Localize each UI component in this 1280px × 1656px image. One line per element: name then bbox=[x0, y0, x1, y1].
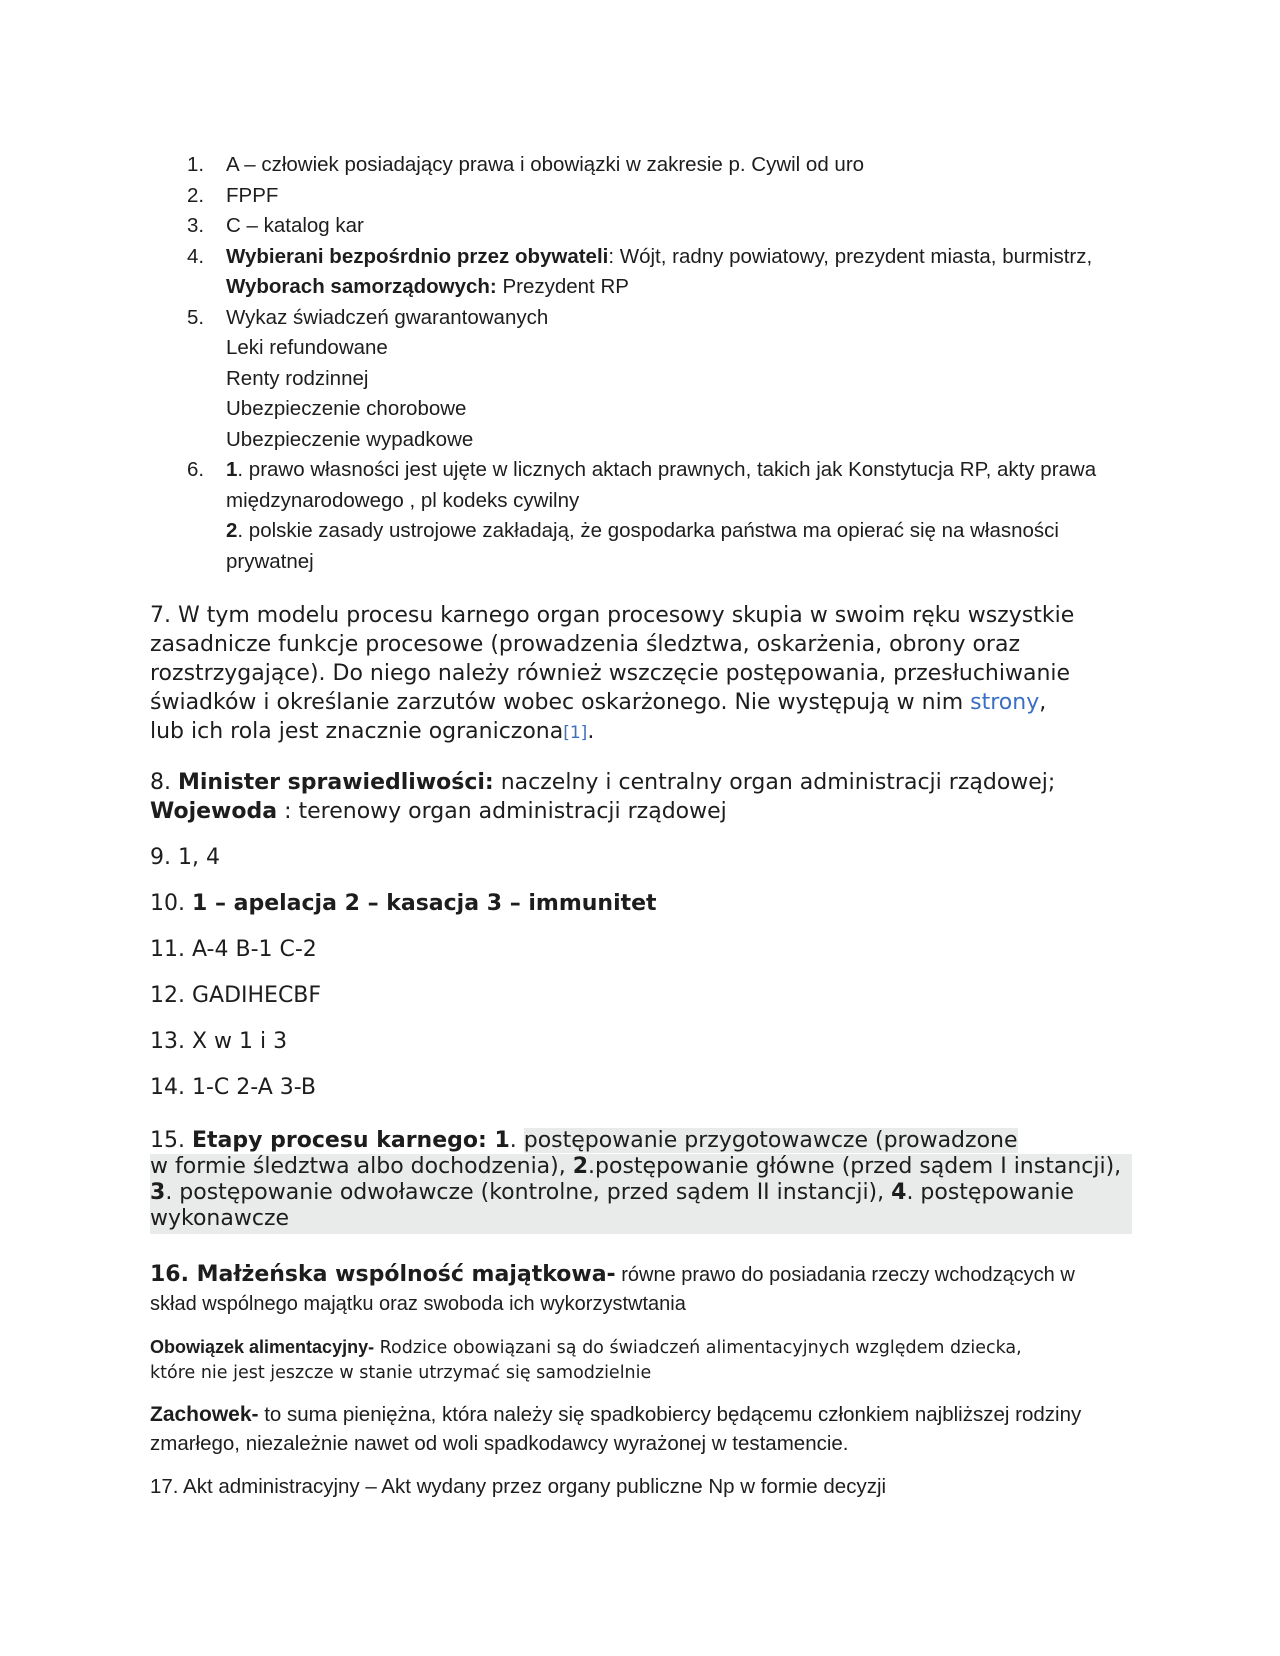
list-line: 1. prawo własności jest ujęte w licznych aktach prawnych, takich jak Konstytucja RP, akty prawa bbox=[226, 458, 1097, 481]
document-body bbox=[150, 150, 1130, 1501]
list-number: 3. bbox=[187, 214, 205, 237]
list-item bbox=[150, 211, 1130, 242]
strony-link[interactable]: strony bbox=[970, 690, 1040, 715]
answer-9: 9. 1, 4 bbox=[150, 845, 220, 870]
answer-11: 11. A-4 B-1 C-2 bbox=[150, 937, 317, 962]
list-line: Wykaz świadczeń gwarantowanych bbox=[226, 305, 549, 329]
footnote-ref-link[interactable]: [1] bbox=[563, 723, 588, 743]
list-line: Ubezpieczenie chorobowe bbox=[226, 397, 467, 420]
list-line: Wyborach samorządowych: Prezydent RP bbox=[226, 275, 629, 298]
list-line: A – człowiek posiadający prawa i obowiązki w zakresie p. Cywil od uro bbox=[226, 153, 865, 176]
list-number: 5. bbox=[187, 305, 205, 329]
list-line: prywatnej bbox=[226, 549, 314, 573]
answer-17: 17. Akt administracyjny – Akt wydany przez organy publiczne Np w formie decyzji bbox=[150, 1475, 887, 1498]
list-line: FPPF bbox=[226, 183, 279, 207]
answer-7-paragraph: 7. W tym modelu procesu karnego organ procesowy skupia w swoim ręku wszystkie zasadnicze funkcje procesowe (prowadzenia śledztwa, oskarżenia, obrony oraz rozstrzygające). Do niego należy również wszczęcie postępowania, przesłuchiwanie świadków i określanie zarzutów wobec oskarżonego. Nie występują w nim strony, lub ich rola jest znacznie ograniczona[1]. bbox=[150, 603, 1075, 744]
highlighted-block: w formie śledztwa albo dochodzenia), 2.postępowanie główne (przed sądem I instancji), 3. postępowanie odwoławcze (kontrolne, przed sądem II instancji), 4. postępowanie wykonawcze bbox=[150, 1154, 1132, 1234]
answer-8-paragraph: 8. Minister sprawiedliwości: naczelny i centralny organ administracji rządowej; Wojewoda : terenowy organ administracji rządowej bbox=[150, 770, 1056, 824]
answer-13: 13. X w 1 i 3 bbox=[150, 1029, 288, 1054]
list-line: Renty rodzinnej bbox=[226, 366, 369, 390]
list-line: Leki refundowane bbox=[226, 336, 388, 359]
answer-list bbox=[150, 150, 1130, 577]
list-line: C – katalog kar bbox=[226, 214, 364, 237]
zachowek-paragraph: Zachowek- to suma pieniężna, która należy się spadkobiercy będącemu członkiem najbliższej rodziny zmarłego, niezależnie nawet od woli spadkodawcy wyrażonej w testamencie. bbox=[150, 1403, 1082, 1455]
answer-16-paragraph: 16. Małżeńska wspólność majątkowa- równe prawo do posiadania rzeczy wchodzących w skład wspólnego majątku oraz swoboda ich wykorzystwtania bbox=[150, 1262, 1075, 1315]
list-item bbox=[150, 181, 1130, 212]
list-line: 2. polskie zasady ustrojowe zakładają, że gospodarka państwa ma opierać się na własności bbox=[226, 519, 1059, 542]
list-number: 1. bbox=[187, 153, 205, 176]
list-line: Wybierani bezpośrdnio przez obywateli: Wójt, radny powiatowy, prezydent miasta, burmistrz, bbox=[226, 244, 1093, 268]
answer-15-paragraph: 15. Etapy procesu karnego: 1. postępowanie przygotowawcze (prowadzone w formie śledztwa albo dochodzenia), 2.postępowanie główne (przed sądem I instancji), 3. postępowanie odwoławcze (kontrolne, przed sądem II instancji), 4. postępowanie wykonawcze bbox=[150, 1128, 1130, 1234]
obowiazek-paragraph: Obowiązek alimentacyjny- Rodzice obowiązani są do świadczeń alimentacyjnych względem dziecka, które nie jest jeszcze w stanie utrzymać się samodzielnie bbox=[150, 1337, 1022, 1383]
list-item bbox=[150, 150, 1130, 181]
answer-10: 10. 1 – apelacja 2 – kasacja 3 – immunitet bbox=[150, 891, 657, 916]
list-number: 6. bbox=[187, 458, 205, 481]
list-line: międzynarodowego , pl kodeks cywilny bbox=[226, 488, 580, 512]
answer-14: 14. 1-C 2-A 3-B bbox=[150, 1075, 317, 1100]
list-number: 2. bbox=[187, 183, 205, 207]
list-item bbox=[150, 242, 1130, 303]
list-item bbox=[150, 455, 1130, 577]
answer-12: 12. GADIHECBF bbox=[150, 983, 322, 1008]
list-number: 4. bbox=[187, 244, 205, 268]
list-line: Ubezpieczenie wypadkowe bbox=[226, 427, 474, 451]
list-item bbox=[150, 303, 1130, 456]
highlighted-text: postępowanie przygotowawcze (prowadzone bbox=[523, 1128, 1018, 1153]
